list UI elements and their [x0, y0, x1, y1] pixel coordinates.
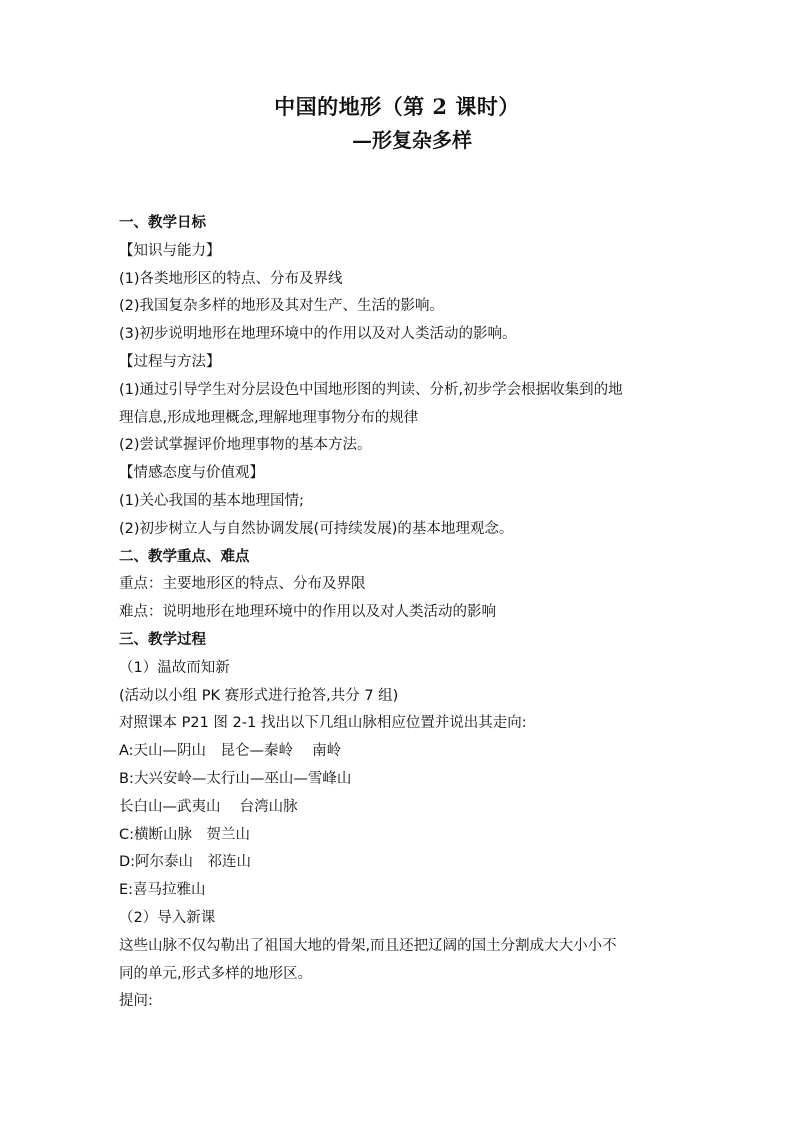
paragraph-line: 长白山—武夷山 台湾山脉 — [119, 798, 298, 815]
section-heading: 一、教学日标 — [119, 215, 206, 231]
document-body — [119, 210, 689, 1016]
paragraph-line: 提问: — [119, 993, 153, 1010]
section-heading: 三、教学过程 — [119, 631, 206, 648]
paragraph-line: (3)初步说明地形在地理环境中的作用以及对人类活动的影响。 — [119, 326, 517, 343]
paragraph-line: 理信息,形成地理概念,理解地理事物分布的规律 — [119, 409, 419, 426]
document-title: 中国的地形（第 2 课时） — [274, 94, 520, 119]
paragraph-line: 同的单元,形式多样的地形区。 — [119, 965, 313, 982]
paragraph-line: 对照课本 P21 图 2-1 找出以下几组山脉相应位置并说出其走向: — [119, 715, 527, 732]
paragraph-line: D:阿尔泰山 祁连山 — [119, 854, 252, 871]
paragraph-line: (2)我国复杂多样的地形及其对生产、生活的影响。 — [119, 298, 445, 315]
paragraph-line: (2)初步树立人与自然协调发展(可持续发展)的基本地理观念。 — [119, 520, 514, 537]
subsection-heading: 【情感态度与价值观】 — [119, 465, 264, 482]
paragraph-line: E:喜马拉雅山 — [119, 882, 206, 899]
paragraph-line: （2）导入新课 — [119, 909, 216, 926]
paragraph-line: （1）温故而知新 — [119, 659, 230, 676]
paragraph-line: C:横断山脉 贺兰山 — [119, 826, 251, 843]
paragraph-line: (1)关心我国的基本地理国情; — [119, 492, 304, 509]
paragraph-line: B:大兴安岭—太行山—巫山—雪峰山 — [119, 770, 352, 787]
paragraph-line: 这些山脉不仅勾勒出了祖国大地的骨架,而且还把辽阔的国土分割成大大小小不 — [119, 937, 617, 954]
paragraph-line: (1)通过引导学生对分层设色中国地形图的判读、分析,初步学会根据收集到的地 — [119, 381, 623, 398]
paragraph-line: (1)各类地形区的特点、分布及界线 — [119, 270, 343, 287]
section-heading: 二、教学重点、难点 — [119, 548, 250, 565]
document-subtitle: —形复杂多样 — [352, 128, 472, 152]
paragraph-line: 重点：主要地形区的特点、分布及界限 — [119, 576, 366, 593]
paragraph-line: (活动以小组 PK 赛形式进行抢答,共分 7 组) — [119, 687, 399, 704]
paragraph-line: 难点：说明地形在地理环境中的作用以及对人类活动的影响 — [119, 604, 496, 621]
paragraph-line: (2)尝试掌握评价地理事物的基本方法。 — [119, 437, 372, 454]
paragraph-line: A:天山—阴山 昆仑—秦岭 南岭 — [119, 743, 342, 760]
subsection-heading: 【过程与方法】 — [119, 353, 221, 370]
subsection-heading: 【知识与能力】 — [119, 242, 221, 259]
